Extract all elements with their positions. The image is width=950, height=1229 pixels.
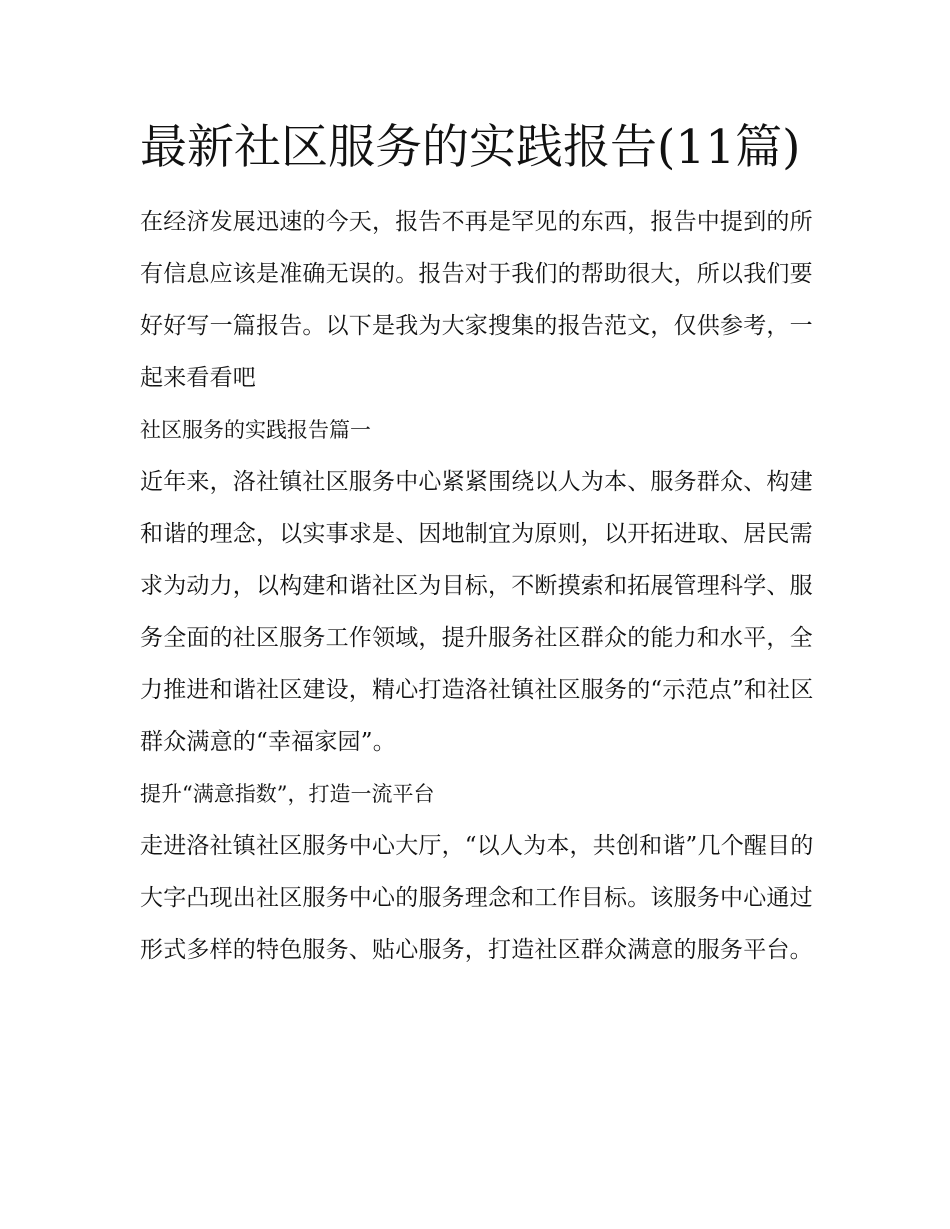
document-title: 最新社区服务的实践报告(11篇) [140, 120, 801, 175]
intro-paragraph: 在经济发展迅速的今天，报告不再是罕见的东西，报告中提到的所有信息应该是准确无误的。报告对于我们的帮助很大，所以我们要好好写一篇报告。以下是我为大家搜集的报告范文，仅供参考，一起来看看吧 [140, 209, 813, 391]
subheading: 提升“满意指数”，打造一流平台 [140, 782, 435, 806]
title-block [140, 108, 815, 188]
document-page [140, 108, 815, 976]
section-heading: 社区服务的实践报告篇一 [140, 418, 371, 442]
body-paragraph: 近年来，洛社镇社区服务中心紧紧围绕以人为本、服务群众、构建和谐的理念，以实事求是、因地制宜为原则，以开拓进取、居民需求为动力，以构建和谐社区为目标，不断摸索和拓展管理科学、服务全面的社区服务工作领域，提升服务社区群众的能力和水平，全力推进和谐社区建设，精心打造洛社镇社区服务的“示范点”和社区群众满意的“幸福家园”。 [140, 469, 814, 755]
body-paragraph: 走进洛社镇社区服务中心大厅，“以人为本，共创和谐”几个醒目的大字凸现出社区服务中心的服务理念和工作目标。该服务中心通过形式多样的特色服务、贴心服务，打造社区群众满意的服务平台。 [140, 833, 814, 963]
